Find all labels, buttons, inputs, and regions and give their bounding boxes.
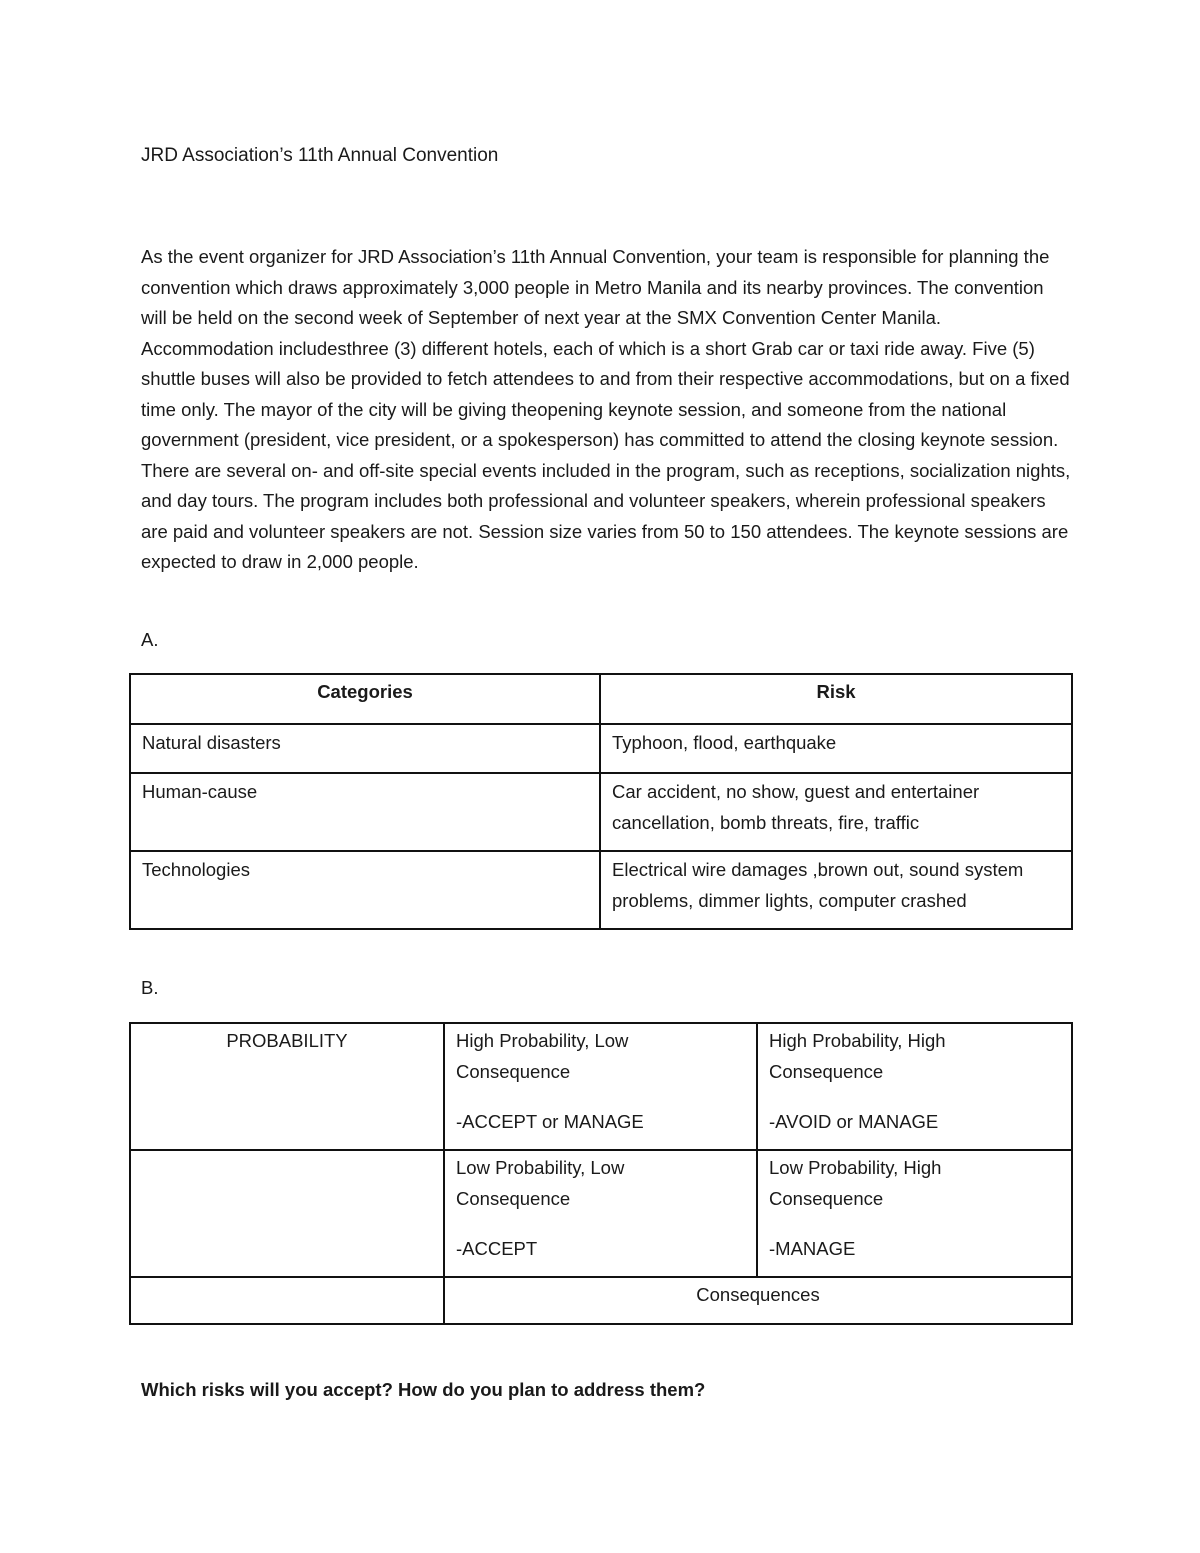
header-categories: Categories [130, 674, 600, 724]
category-cell: Natural disasters [130, 724, 600, 773]
table-row [130, 724, 1072, 773]
probability-label: PROBABILITY [130, 1023, 444, 1150]
risk-cell: Car accident, no show, guest and entertainer cancellation, bomb threats, fire, traffic [600, 773, 1072, 851]
table-header-row [130, 674, 1072, 724]
matrix-cell-low-high [757, 1150, 1072, 1277]
matrix-cell-high-high [757, 1023, 1072, 1150]
document-title: JRD Association’s 11th Annual Convention [141, 145, 499, 166]
cell-title-line: Consequence [456, 1188, 571, 1209]
cell-action: -ACCEPT [456, 1238, 538, 1259]
cell-action: -ACCEPT or MANAGE [456, 1111, 644, 1132]
risk-categories-table [129, 673, 1073, 930]
header-risk: Risk [600, 674, 1072, 724]
matrix-cell-high-low [444, 1023, 757, 1150]
table-row [130, 851, 1072, 929]
risk-cell: Electrical wire damages ,brown out, sound system problems, dimmer lights, computer crashed [600, 851, 1072, 929]
table-row [130, 773, 1072, 851]
question-text: Which risks will you accept? How do you plan to address them? [141, 1379, 706, 1400]
cell-action: -AVOID or MANAGE [769, 1111, 939, 1132]
matrix-row-axis [130, 1277, 1072, 1324]
cell-title-line: Consequence [769, 1188, 884, 1209]
category-cell: Human-cause [130, 773, 600, 851]
empty-cell [130, 1277, 444, 1324]
empty-cell [130, 1150, 444, 1277]
category-cell: Technologies [130, 851, 600, 929]
matrix-row-high [130, 1023, 1072, 1150]
cell-title-line: High Probability, Low [456, 1030, 629, 1051]
matrix-row-low [130, 1150, 1072, 1277]
intro-paragraph: As the event organizer for JRD Association’s 11th Annual Convention, your team is responsible for planning the convention which draws approximately 3,000 people in Metro Manila and its nearby provinces. The convention will be held on the second week of September of next year at the SMX Convention Center Manila. Accommodation includesthree (3) different hotels, each of which is a short Grab car or taxi ride away. Five (5) shuttle buses will also be provided to fetch attendees to and from their respective accommodations, but on a fixed time only. The mayor of the city will be giving theopening keynote session, and someone from the national government (president, vice president, or a spokesperson) has committed to attend the closing keynote session. There are several on- and off-site special events included in the program, such as receptions, socialization nights, and day tours. The program includes both professional and volunteer speakers, wherein professional speakers are paid and volunteer speakers are not. Session size varies from 50 to 150 attendees. The keynote sessions are expected to draw in 2,000 people. [141, 246, 1071, 572]
section-b-label: B. [141, 977, 159, 998]
cell-title-line: Consequence [456, 1061, 571, 1082]
matrix-cell-low-low [444, 1150, 757, 1277]
cell-title-line: Consequence [769, 1061, 884, 1082]
risk-matrix-table [129, 1022, 1073, 1325]
section-a-label: A. [141, 629, 159, 650]
cell-title-line: Low Probability, Low [456, 1157, 625, 1178]
cell-action: -MANAGE [769, 1238, 856, 1259]
consequences-label: Consequences [444, 1277, 1072, 1324]
cell-title-line: High Probability, High [769, 1030, 946, 1051]
risk-cell: Typhoon, flood, earthquake [600, 724, 1072, 773]
cell-title-line: Low Probability, High [769, 1157, 942, 1178]
